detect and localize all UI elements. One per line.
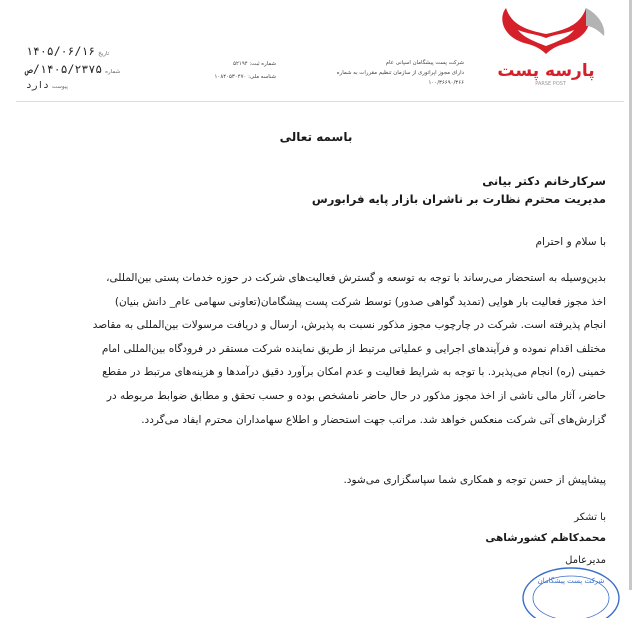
letter-body bbox=[26, 267, 606, 432]
attachment-value: دارد bbox=[26, 80, 49, 91]
greeting: با سلام و احترام bbox=[535, 236, 606, 248]
logo-text: پارسه پست bbox=[497, 61, 595, 81]
date-value: ۱۴۰۵/۰۶/۱۶ bbox=[26, 44, 96, 58]
attachment-row bbox=[26, 80, 156, 98]
date-label: تاریخ bbox=[98, 51, 110, 57]
national-id: شناسه ملی: ۱۰۸۴۰۵۳۰۴۷۰ bbox=[214, 74, 276, 80]
letter-meta bbox=[26, 44, 156, 98]
wings-logo-icon bbox=[482, 4, 610, 92]
body-line: اخذ مجوز فعالیت بار هوایی (تمدید گواهی صدور) توسط شرکت پست پیشگامان(تعاونی سهامی عام_ دانش بنیان) bbox=[114, 295, 606, 308]
thanks-line: با تشکر bbox=[574, 512, 606, 523]
date-row bbox=[26, 44, 156, 62]
body-line: مختلف اقدام نموده و فرآیندهای اجرایی و عملیاتی مرتبط از طریق نماینده شرکت مستقر در فرودگاه بین‌المللی امام bbox=[101, 342, 606, 355]
number-label: شماره bbox=[105, 69, 121, 75]
body-line: خمینی (ره) انجام می‌پذیرد. با توجه به شرایط فعالیت و عدم امکان برآورد دقیق درآمدها و هزینه‌های مرتبط در مقطع bbox=[102, 366, 606, 379]
body-line: حاضر، آثار مالی ناشی از اخذ مجوز مذکور در حال حاضر نامشخص بوده و حسب تحقق و مطابق ضوابط مربوطه در bbox=[106, 389, 606, 402]
signer-name: محمدکاظم کشورشاهی bbox=[485, 532, 606, 544]
body-line: بدین‌وسیله به استحضار می‌رساند با توجه به توسعه و گسترش فعالیت‌های شرکت در حوزه خدمات پستی بین‌المللی، bbox=[106, 272, 606, 284]
company-logo bbox=[482, 4, 610, 92]
signer-role: مدیرعامل bbox=[565, 555, 606, 566]
company-line: شرکت پست پیشگامان اسپانی عام bbox=[385, 60, 464, 66]
addressee-name: سرکارخانم دکتر بیانی bbox=[482, 174, 606, 188]
header-divider bbox=[16, 101, 624, 102]
svg-text:شرکت پست پیشگامان: شرکت پست پیشگامان bbox=[537, 577, 605, 585]
registration-info bbox=[176, 58, 276, 84]
number-row bbox=[26, 62, 156, 80]
company-stamp bbox=[516, 558, 626, 618]
number-value: ۱۴۰۵/۲۳۷۵/ص bbox=[26, 62, 103, 76]
company-info bbox=[304, 58, 464, 88]
bismillah-heading: باسمه تعالی bbox=[279, 130, 353, 144]
registration-number: شماره ثبت: ۵۲۱۹۴ bbox=[233, 61, 276, 67]
body-line: گزارش‌های آتی شرکت منعکس خواهد شد. مراتب جهت استحضار و اطلاع سهامداران محترم ایفاد می‌گردد. bbox=[141, 413, 606, 426]
logo-subtitle: PARSE POST bbox=[535, 81, 566, 87]
addressee-title: مدیریت محترم نظارت بر ناشران بازار پایه فرابورس bbox=[311, 192, 606, 206]
attachment-label: پیوست bbox=[51, 84, 68, 90]
stamp-seal-icon bbox=[516, 558, 626, 618]
company-line: دارای مجوز اپراتوری از سازمان تنظیم مقررات به شماره ۱۰۰/۳۶۶۹۰/۳۶۶ bbox=[336, 70, 464, 86]
closing-line: پیشاپیش از حسن توجه و همکاری شما سپاسگزاری می‌شود. bbox=[343, 474, 606, 486]
body-line: انجام پذیرفته است. شرکت در چارچوب مجوز مذکور نسبت به پذیرش، ارسال و دریافت مرسولات بین‌المللی به مقاصد bbox=[92, 319, 606, 332]
